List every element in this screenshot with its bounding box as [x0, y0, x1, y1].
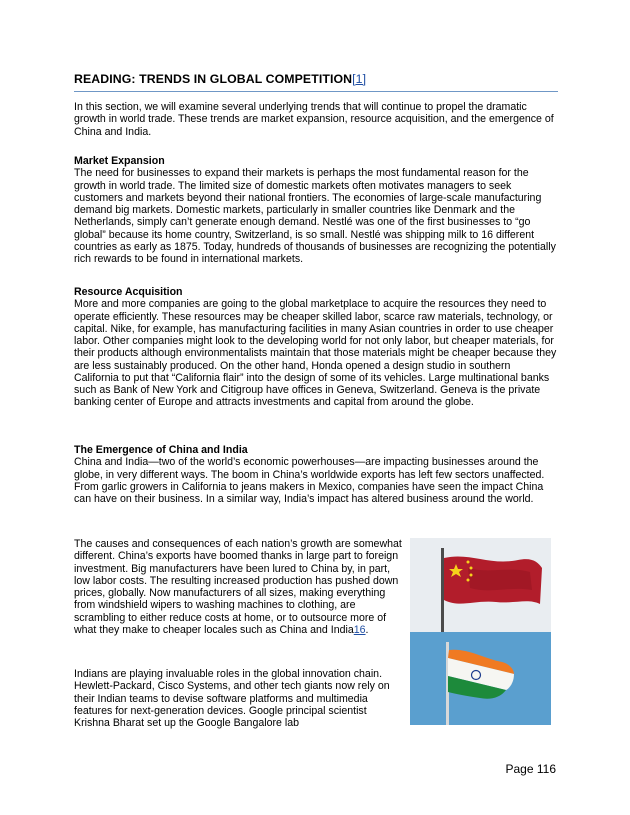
reading-title: [74, 72, 558, 92]
china-india-section: [74, 444, 558, 505]
china-flag-small-star-icon: [470, 567, 473, 570]
intro-paragraph: [74, 101, 558, 138]
market-expansion-heading: Market Expansion: [74, 155, 165, 167]
indians-paragraph: [74, 668, 404, 729]
market-expansion-body: The need for businesses to expand their markets is perhaps the most fundamental reason for the growth in world trade. The limited size of domestic markets often motivates managers to seek customers and markets beyond their national frontiers. The economies of large-scale manufacturing demand big markets. Domestic markets, particularly in smaller countries like Denmark and the Netherlands, simply can’t generate enough demand. Nestlé was one of the first businesses to “go global” because its home country, Switzerland, is so small. Nestlé was shipping milk to 16 different countries as early as 1875. Today, hundreds of thousands of businesses are recognizing the potentially rich rewards to be found in international markets.: [74, 167, 556, 265]
china-flag-small-star-icon: [467, 561, 470, 564]
causes-paragraph: [74, 538, 404, 636]
china-flag-small-star-icon: [467, 579, 470, 582]
china-flag-small-star-icon: [470, 574, 473, 577]
resource-acquisition-section: [74, 286, 558, 409]
china-india-heading: The Emergence of China and India: [74, 444, 248, 456]
causes-text: The causes and consequences of each nation’s growth are somewhat different. China’s exports have boomed thanks in large part to foreign investment. Big manufacturers have been lured to China by, in part, low labor costs. The resulting increased production has pushed down prices, globally. Now manufacturers of all sizes, making everything from windshield wipers to washing machines to clothing, are scrambling to either reduce costs at home, or to outsource more of what they make to cheaper locales such as China and India: [74, 538, 402, 636]
causes-end: .: [365, 623, 369, 636]
reading-title-text: READING: TRENDS IN GLOBAL COMPETITION: [74, 72, 353, 86]
resource-acquisition-heading: Resource Acquisition: [74, 286, 183, 298]
china-india-body: China and India—two of the world’s economic powerhouses—are impacting businesses around the globe, in very different ways. The boom in China’s worldwide exports has left few sectors unaffected. From garlic growers in California to jeans makers in Mexico, companies have seen the impact China can have on their business. In a similar way, India’s impact has altered business around the world.: [74, 456, 545, 505]
resource-acquisition-body: More and more companies are going to the global marketplace to acquire the resources they need to operate efficiently. These resources may be cheaper skilled labor, scarce raw materials, technology, or capital. Nike, for example, has manufacturing facilities in many Asian countries in order to use cheaper labor. Other companies might look to the developing world for not only labor, but cheaper materials, for their products although environmentalists maintain that those materials might be cheaper because they are less sustainably produced. On the other hand, Honda opened a design studio in southern California to put that “California flair” into the design of some of its vehicles. Large multinational banks such as Bank of New York and Citigroup have offices in Geneva, Switzerland. Geneva is the private banking center of Europe and attracts investments and capital from around the globe.: [74, 298, 557, 409]
intro-text: In this section, we will examine several underlying trends that will continue to propel the dramatic growth in world trade. These trends are market expansion, resource acquisition, and the emergence of China and India.: [74, 101, 554, 138]
flags-image: [410, 538, 551, 725]
page-number: Page 116: [505, 762, 556, 776]
china-flagpole: [441, 548, 444, 632]
title-footnote-link[interactable]: [1]: [352, 72, 367, 86]
china-flag-shadow: [468, 568, 532, 590]
flags-photo: [410, 538, 551, 725]
market-expansion-section: [74, 155, 558, 265]
indians-text: Indians are playing invaluable roles in the global innovation chain. Hewlett-Packard, Cisco Systems, and other tech giants now rely on their Indian teams to devise software platforms and multimedia features for next-generation devices. Google principal scientist Krishna Bharat set up the Google Bangalore lab: [74, 668, 390, 729]
footnote-16-link[interactable]: 16: [353, 623, 366, 636]
